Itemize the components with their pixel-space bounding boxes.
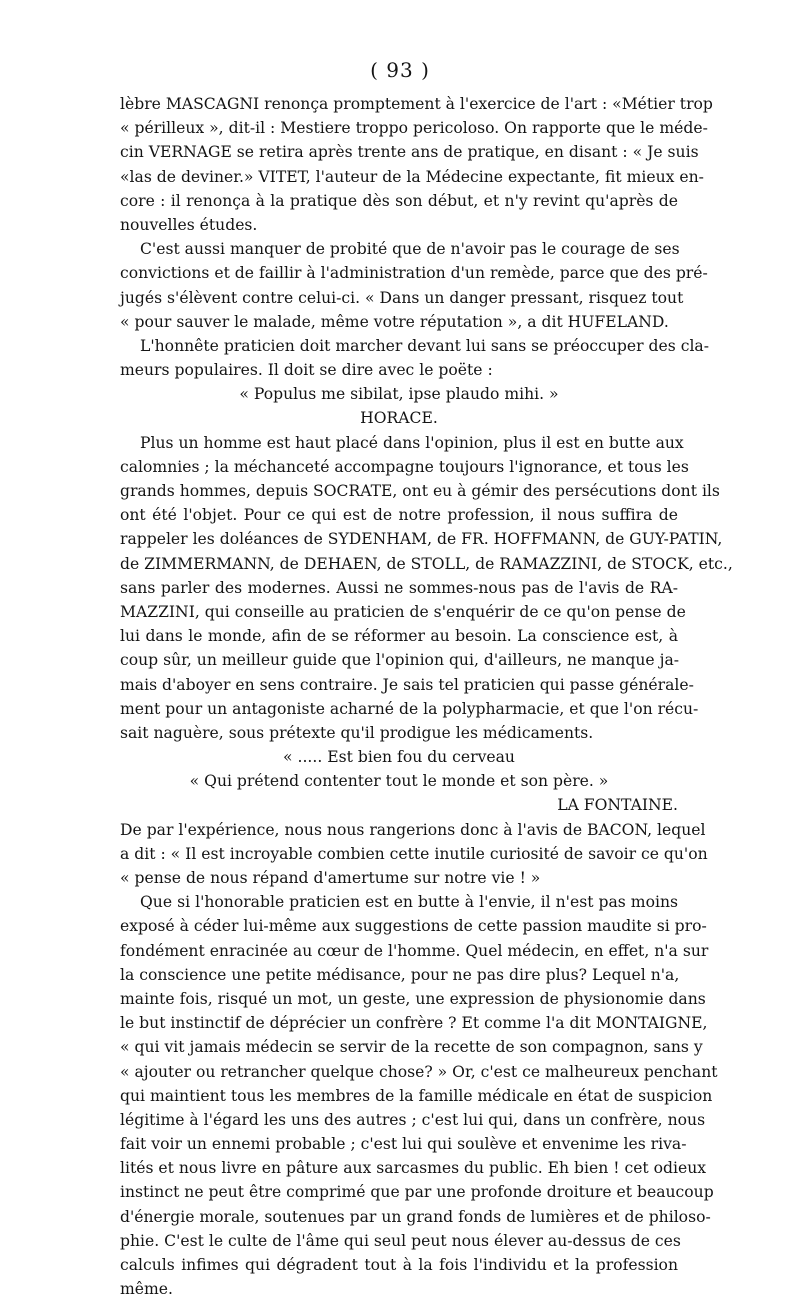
text-line: même. <box>120 1280 173 1299</box>
text-line: « Qui prétend contenter tout le monde et son père. » <box>189 772 609 791</box>
text-line: exposé à céder lui-même aux suggestions de cette passion maudite si pro- <box>120 917 707 936</box>
text-line: MAZZINI, qui conseille au praticien de s'enquérir de ce qu'on pense de <box>120 602 686 621</box>
text-line: Plus un homme est haut placé dans l'opinion, plus il est en butte aux <box>140 433 684 452</box>
text-line: « ..... Est bien fou du cerveau <box>283 748 515 767</box>
body-text <box>120 92 733 1301</box>
text-line: rappeler les doléances de SYDENHAM, de FR. HOFFMANN, de GUY-PATIN, <box>120 530 723 549</box>
text-line: calomnies ; la méchanceté accompagne toujours l'ignorance, et tous les <box>120 457 689 476</box>
text-line: a dit : « Il est incroyable combien cette inutile curiosité de savoir ce qu'on <box>120 844 708 863</box>
text-line: sans parler des modernes. Aussi ne sommes-nous pas de l'avis de RA- <box>120 578 678 597</box>
text-line: LA FONTAINE. <box>557 796 678 815</box>
text-line: la conscience une petite médisance, pour ne pas dire plus? Lequel n'a, <box>120 965 680 984</box>
text-line: HORACE. <box>360 409 438 428</box>
text-line: instinct ne peut être comprimé que par une profonde droiture et beaucoup <box>120 1183 714 1202</box>
page-number: ( 93 ) <box>370 58 430 82</box>
text-line: mainte fois, risqué un mot, un geste, une expression de physionomie dans <box>120 989 706 1008</box>
text-line: de ZIMMERMANN, de DEHAEN, de STOLL, de RAMAZZINI, de STOCK, etc., <box>120 554 733 573</box>
text-line: lui dans le monde, afin de se réformer au besoin. La conscience est, à <box>120 627 678 646</box>
text-line: ment pour un antagoniste acharné de la polypharmacie, et que l'on récu- <box>120 699 699 718</box>
text-line: «las de deviner.» VITET, l'auteur de la Médecine expectante, fit mieux en- <box>120 167 704 186</box>
text-line: jugés s'élèvent contre celui-ci. « Dans un danger pressant, risquez tout <box>120 288 684 307</box>
text-line: « Populus me sibilat, ipse plaudo mihi. » <box>239 385 559 404</box>
text-line: « pense de nous répand d'amertume sur notre vie ! » <box>120 869 541 887</box>
text-line: d'énergie morale, soutenues par un grand fonds de lumières et de philoso- <box>120 1207 711 1226</box>
text-line: le but instinctif de déprécier un confrère ? Et comme l'a dit MONTAIGNE, <box>120 1014 708 1033</box>
text-line: Que si l'honorable praticien est en butte à l'envie, il n'est pas moins <box>140 893 678 912</box>
text-line: sait naguère, sous prétexte qu'il prodigue les médicaments. <box>120 723 594 742</box>
text-line: lités et nous livre en pâture aux sarcasmes du public. Eh bien ! cet odieux <box>120 1159 707 1178</box>
text-line: grands hommes, depuis SOCRATE, ont eu à gémir des persécutions dont ils <box>120 482 720 500</box>
text-line: « qui vit jamais médecin se servir de la recette de son compagnon, sans y <box>120 1038 703 1057</box>
text-line: convictions et de faillir à l'administration d'un remède, parce que des pré- <box>120 264 708 283</box>
text-line: légitime à l'égard les uns des autres ; c'est lui qui, dans un confrère, nous <box>120 1110 706 1129</box>
text-line: phie. C'est le culte de l'âme qui seul peut nous élever au-dessus de ces <box>120 1231 681 1250</box>
text-line: C'est aussi manquer de probité que de n'avoir pas le courage de ses <box>140 240 680 259</box>
text-line: De par l'expérience, nous nous rangerions donc à l'avis de BACON, lequel <box>120 820 706 839</box>
text-line: lèbre MASCAGNI renonça promptement à l'exercice de l'art : «Métier trop <box>120 95 713 113</box>
text-line: coup sûr, un meilleur guide que l'opinion qui, d'ailleurs, ne manque ja- <box>120 651 680 670</box>
text-line: « périlleux », dit-il : Mestiere troppo pericoloso. On rapporte que le méde- <box>120 119 708 138</box>
text-line: core : il renonça à la pratique dès son début, et n'y revint qu'après de <box>120 191 678 210</box>
text-line: qui maintient tous les membres de la famille médicale en état de suspicion <box>120 1086 713 1105</box>
text-line: mais d'aboyer en sens contraire. Je sais tel praticien qui passe générale- <box>120 675 694 694</box>
text-line: calculs infimes qui dégradent tout à la fois l'individu et la profession <box>120 1256 678 1274</box>
text-line: « pour sauver le malade, même votre réputation », a dit HUFELAND. <box>120 312 669 331</box>
text-line: L'honnête praticien doit marcher devant lui sans se préoccuper des cla- <box>140 336 709 355</box>
text-line: meurs populaires. Il doit se dire avec le poëte : <box>120 361 493 380</box>
text-line: nouvelles études. <box>120 215 258 234</box>
text-line: cin VERNAGE se retira après trente ans de pratique, en disant : « Je suis <box>120 143 699 162</box>
text-line: fondément enracinée au cœur de l'homme. Quel médecin, en effet, n'a sur <box>120 941 709 960</box>
text-line: ont été l'objet. Pour ce qui est de notre profession, il nous suffira de <box>120 506 678 525</box>
text-line: « ajouter ou retrancher quelque chose? » Or, c'est ce malheureux penchant <box>120 1062 718 1081</box>
text-line: fait voir un ennemi probable ; c'est lui qui soulève et envenime les riva- <box>120 1135 687 1154</box>
